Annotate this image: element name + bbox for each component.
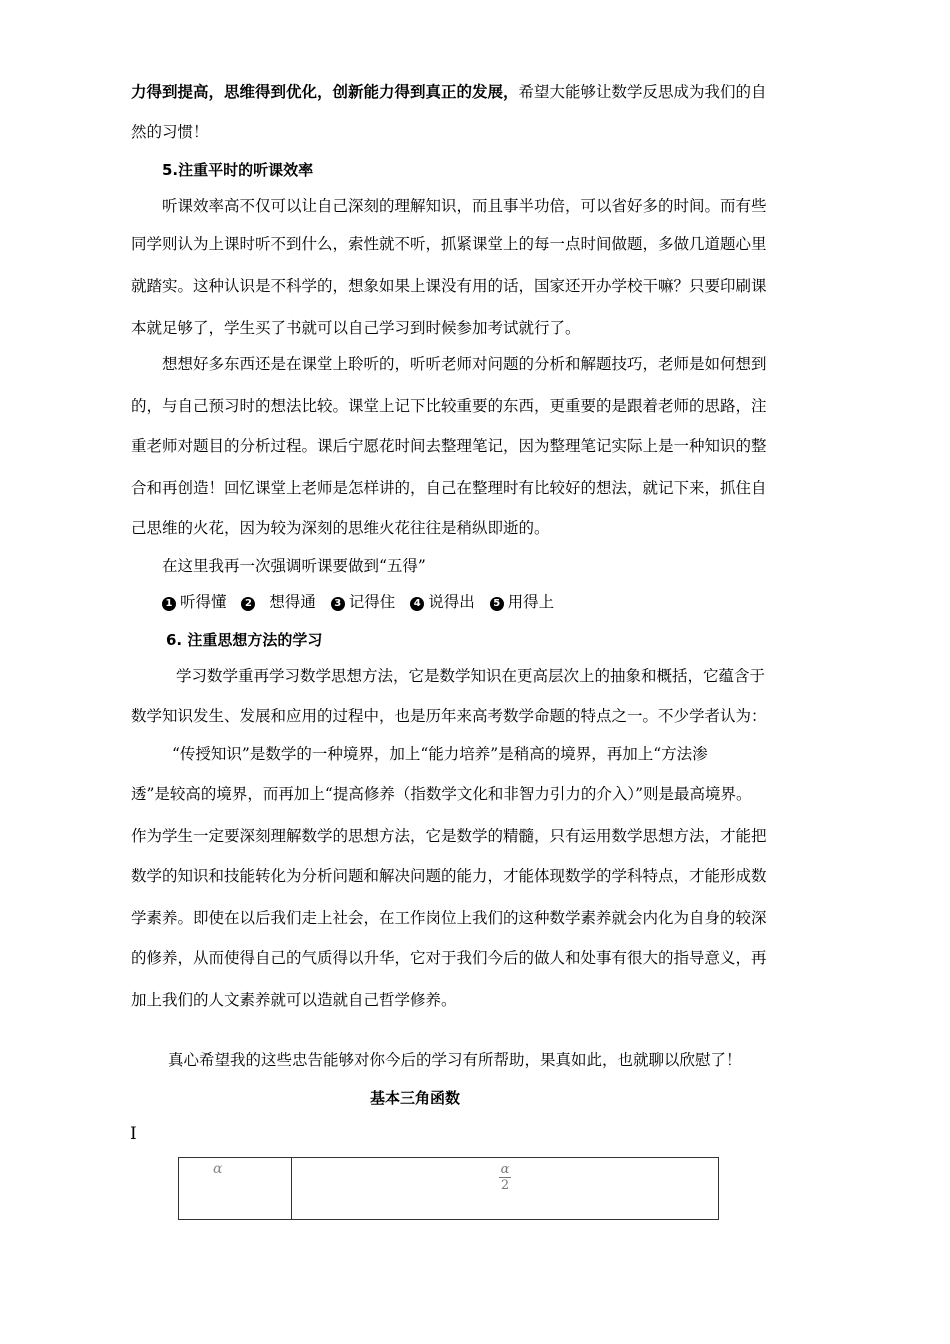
s5-p2-line-5: 己思维的火花，因为较为深刻的思维火花往往是稍纵即逝的。 xyxy=(131,519,550,537)
table-row xyxy=(179,1158,719,1220)
s6-p2-line-4: 数学的知识和技能转化为分析问题和解决问题的能力，才能体现数学的学科特点，才能形成数 xyxy=(131,867,767,885)
closing-text: 真心希望我的这些忠告能够对你今后的学习有所帮助，果真如此，也就聊以欣慰了！ xyxy=(168,1051,742,1069)
section-6-heading: 6. 注重思想方法的学习 xyxy=(166,631,323,649)
five-item: 5 用得上 xyxy=(490,593,555,611)
label-i: I xyxy=(130,1124,137,1144)
s6-p2-line-6: 的修养，从而使得自己的气质得以升华，它对于我们今后的做人和处事有很大的指导意义，再 xyxy=(131,949,767,967)
s5-p3: 在这里我再一次强调听课要做到“五得” xyxy=(162,557,426,575)
five-item: 4 说得出 xyxy=(410,593,475,611)
table-cell-half-alpha xyxy=(292,1158,719,1220)
section-5-heading: 5.注重平时的听课效率 xyxy=(162,161,314,179)
s5-p1-line-4: 本就足够了，学生买了书就可以自己学习到时候参加考试就行了。 xyxy=(131,319,581,337)
five-item: 3 记得住 xyxy=(331,593,396,611)
number-4-icon: 4 xyxy=(410,597,424,611)
s6-p2-line-3: 作为学生一定要深刻理解数学的思想方法，它是数学的精髓，只有运用数学思想方法，才能把 xyxy=(131,827,767,845)
five-item: 1 听得懂 xyxy=(162,593,227,611)
s5-p2-line-4: 合和再创造！回忆课堂上老师是怎样讲的，自己在整理时有比较好的想法，就记下来，抓住自 xyxy=(131,479,767,497)
trig-table xyxy=(178,1157,719,1220)
intro-line-2: 然的习惯！ xyxy=(131,123,209,141)
s5-p2-line-3: 重老师对题目的分析过程。课后宁愿花时间去整理笔记，因为整理笔记实际上是一种知识的整 xyxy=(131,437,767,455)
s5-p1-line-3: 就踏实。这种认识是不科学的，想象如果上课没有用的话，国家还开办学校干嘛？只要印刷课 xyxy=(131,277,767,295)
five-item: 2 想得通 xyxy=(241,593,315,611)
s6-p2-line-7: 加上我们的人文素养就可以造就自己哲学修养。 xyxy=(131,991,457,1009)
number-5-icon: 5 xyxy=(490,597,504,611)
half-alpha-fraction: $\frac{\alpha}{2}$ xyxy=(500,1162,510,1193)
s6-p2-line-5: 学素养。即使在以后我们走上社会，在工作岗位上我们的这种数学素养就会内化为自身的较深 xyxy=(131,909,767,927)
section-title: 基本三角函数 xyxy=(370,1089,461,1107)
s5-p2-line-1: 想想好多东西还是在课堂上聆听的，听听老师对问题的分析和解题技巧，老师是如何想到 xyxy=(162,355,767,373)
number-1-icon: 1 xyxy=(162,597,176,611)
intro-line-1 xyxy=(131,82,767,102)
table-cell-alpha xyxy=(179,1158,292,1220)
alpha-symbol: α xyxy=(213,1161,223,1177)
s6-p1-line-1: 学习数学重再学习数学思想方法，它是数学知识在更高层次上的抽象和概括，它蕴含于 xyxy=(176,667,766,685)
s5-p1-line-1: 听课效率高不仅可以让自己深刻的理解知识，而且事半功倍，可以省好多的时间。而有些 xyxy=(162,197,767,215)
intro-bold-text: 力得到提高，思维得到优化，创新能力得到真正的发展， xyxy=(131,83,519,101)
s6-p1-line-2: 数学知识发生、发展和应用的过程中，也是历年来高考数学命题的特点之一。不少学者认为： xyxy=(131,707,767,725)
number-2-icon: 2 xyxy=(241,597,255,611)
five-de-list xyxy=(162,592,564,612)
s6-p2-line-2: 透”是较高的境界，而再加上“提高修养（指数学文化和非智力引力的介入）”则是最高境界。 xyxy=(131,785,752,803)
s5-p2-line-2: 的，与自己预习时的想法比较。课堂上记下比较重要的东西，更重要的是跟着老师的思路，注 xyxy=(131,397,767,415)
s5-p1-line-2: 同学则认为上课时听不到什么，索性就不听，抓紧课堂上的每一点时间做题，多做几道题心里 xyxy=(131,235,767,253)
intro-rest-text: 希望大能够让数学反思成为我们的自 xyxy=(518,83,767,101)
number-3-icon: 3 xyxy=(331,597,345,611)
s6-p2-line-1: “传授知识”是数学的一种境界，加上“能力培养”是稍高的境界，再加上“方法渗 xyxy=(172,745,708,763)
